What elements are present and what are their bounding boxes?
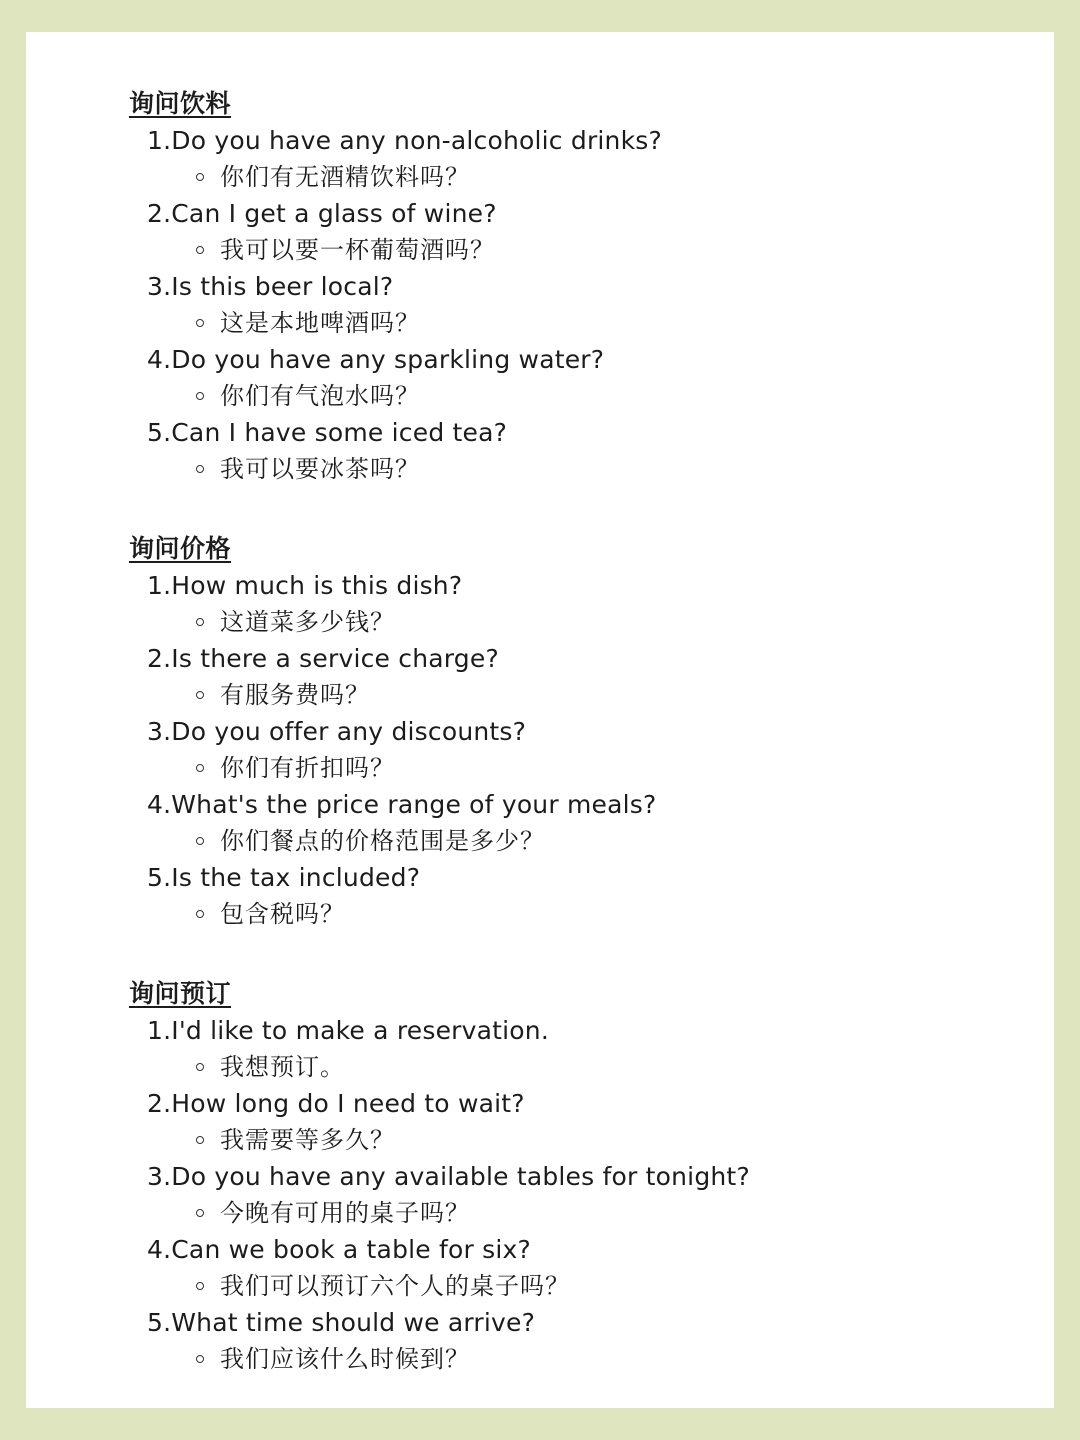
chinese-text: 我可以要冰茶吗？ (220, 455, 420, 483)
circle-bullet-icon (196, 764, 204, 772)
chinese-text: 我们应该什么时候到？ (220, 1345, 470, 1373)
item-number: 2. (147, 644, 172, 673)
list-item (147, 786, 1029, 859)
list-item (147, 195, 1029, 268)
english-phrase (147, 122, 1029, 159)
english-text: Can I get a glass of wine? (171, 199, 497, 228)
item-number: 3. (147, 717, 172, 746)
chinese-translation (147, 305, 1029, 341)
chinese-text: 你们有气泡水吗？ (220, 382, 420, 410)
english-phrase (147, 567, 1029, 604)
chinese-text: 我想预订。 (220, 1053, 345, 1081)
english-phrase (147, 414, 1029, 451)
section-title: 询问饮料 (129, 89, 232, 118)
item-number: 1. (147, 126, 172, 155)
english-text: Is there a service charge? (171, 644, 499, 673)
item-number: 1. (147, 571, 172, 600)
english-text: Do you have any sparkling water? (171, 345, 605, 374)
english-text: How long do I need to wait? (171, 1089, 525, 1118)
chinese-text: 我需要等多久？ (220, 1126, 395, 1154)
section-drinks (129, 86, 1029, 487)
chinese-text: 我可以要一杯葡萄酒吗？ (220, 236, 495, 264)
list-item (147, 1231, 1029, 1304)
english-text: How much is this dish? (171, 571, 463, 600)
english-text: Can I have some iced tea? (171, 418, 508, 447)
english-phrase (147, 1231, 1029, 1268)
circle-bullet-icon (196, 392, 204, 400)
circle-bullet-icon (196, 1355, 204, 1363)
chinese-translation (147, 451, 1029, 487)
chinese-text: 你们餐点的价格范围是多少？ (220, 827, 545, 855)
chinese-text: 这是本地啤酒吗？ (220, 309, 420, 337)
list-item (147, 122, 1029, 195)
circle-bullet-icon (196, 246, 204, 254)
english-text: What's the price range of your meals? (171, 790, 657, 819)
english-text: Do you have any non-alcoholic drinks? (171, 126, 662, 155)
english-phrase (147, 1158, 1029, 1195)
chinese-translation (147, 1268, 1029, 1304)
list-item (147, 713, 1029, 786)
english-phrase (147, 859, 1029, 896)
circle-bullet-icon (196, 618, 204, 626)
chinese-translation (147, 823, 1029, 859)
item-number: 4. (147, 1235, 172, 1264)
english-text: Is the tax included? (171, 863, 421, 892)
item-number: 3. (147, 1162, 172, 1191)
item-number: 4. (147, 345, 172, 374)
list-item (147, 1158, 1029, 1231)
chinese-translation (147, 750, 1029, 786)
item-number: 3. (147, 272, 172, 301)
item-number: 4. (147, 790, 172, 819)
list-item (147, 1012, 1029, 1085)
circle-bullet-icon (196, 173, 204, 181)
section-reservations (129, 976, 1029, 1377)
circle-bullet-icon (196, 1282, 204, 1290)
circle-bullet-icon (196, 837, 204, 845)
chinese-text: 我们可以预订六个人的桌子吗？ (220, 1272, 570, 1300)
chinese-translation (147, 896, 1029, 932)
chinese-text: 今晚有可用的桌子吗？ (220, 1199, 470, 1227)
english-text: Do you offer any discounts? (171, 717, 527, 746)
chinese-translation (147, 1122, 1029, 1158)
phrase-list (129, 86, 1029, 1421)
item-number: 1. (147, 1016, 172, 1045)
content-card (26, 32, 1054, 1408)
circle-bullet-icon (196, 1209, 204, 1217)
chinese-translation (147, 1341, 1029, 1377)
english-phrase (147, 640, 1029, 677)
chinese-text: 你们有无酒精饮料吗？ (220, 163, 470, 191)
english-text: Can we book a table for six? (171, 1235, 531, 1264)
english-text: What time should we arrive? (171, 1308, 536, 1337)
english-text: Is this beer local? (171, 272, 394, 301)
item-number: 2. (147, 1089, 172, 1118)
english-text: I'd like to make a reservation. (171, 1016, 549, 1045)
english-phrase (147, 1085, 1029, 1122)
chinese-translation (147, 1195, 1029, 1231)
circle-bullet-icon (196, 1063, 204, 1071)
english-phrase (147, 195, 1029, 232)
chinese-text: 包含税吗？ (220, 900, 345, 928)
list-item (147, 1085, 1029, 1158)
item-number: 5. (147, 863, 172, 892)
chinese-translation (147, 378, 1029, 414)
list-item (147, 414, 1029, 487)
chinese-translation (147, 677, 1029, 713)
english-text: Do you have any available tables for tonight? (171, 1162, 750, 1191)
circle-bullet-icon (196, 691, 204, 699)
circle-bullet-icon (196, 1136, 204, 1144)
chinese-text: 有服务费吗？ (220, 681, 370, 709)
list-item (147, 640, 1029, 713)
circle-bullet-icon (196, 910, 204, 918)
list-item (147, 268, 1029, 341)
circle-bullet-icon (196, 465, 204, 473)
english-phrase (147, 1012, 1029, 1049)
english-phrase (147, 268, 1029, 305)
circle-bullet-icon (196, 319, 204, 327)
english-phrase (147, 341, 1029, 378)
english-phrase (147, 1304, 1029, 1341)
section-title: 询问预订 (129, 979, 232, 1008)
list-item (147, 341, 1029, 414)
item-number: 2. (147, 199, 172, 228)
chinese-translation (147, 232, 1029, 268)
english-phrase (147, 713, 1029, 750)
chinese-translation (147, 1049, 1029, 1085)
item-number: 5. (147, 418, 172, 447)
section-title: 询问价格 (129, 534, 232, 563)
list-item (147, 567, 1029, 640)
chinese-translation (147, 604, 1029, 640)
chinese-text: 这道菜多少钱？ (220, 608, 395, 636)
list-item (147, 1304, 1029, 1377)
section-prices (129, 531, 1029, 932)
chinese-translation (147, 159, 1029, 195)
list-item (147, 859, 1029, 932)
chinese-text: 你们有折扣吗？ (220, 754, 395, 782)
item-number: 5. (147, 1308, 172, 1337)
english-phrase (147, 786, 1029, 823)
